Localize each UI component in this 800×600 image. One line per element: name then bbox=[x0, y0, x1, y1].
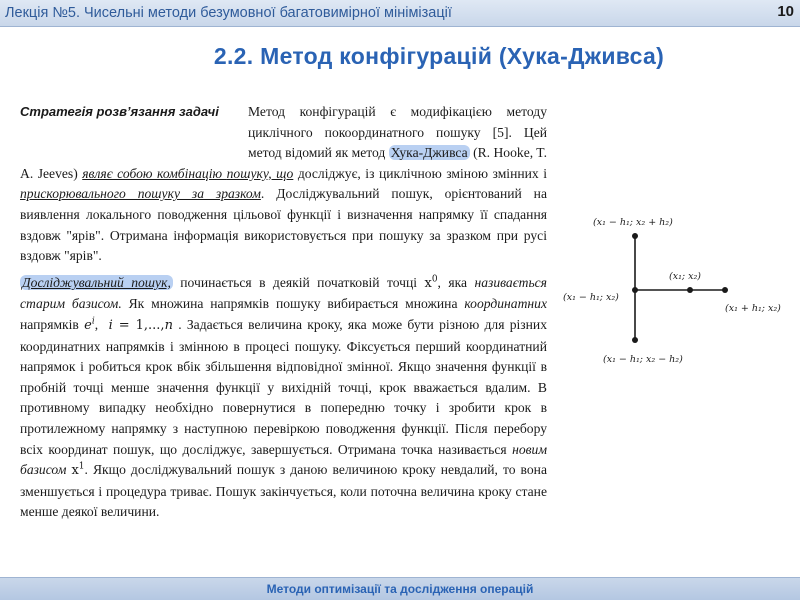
label-left: (x₁ − h₁; x₂) bbox=[563, 292, 619, 303]
p1-text-b: (R. Hooke, T. A. Jeeves) bbox=[20, 145, 547, 181]
p1-term-search-that: пошуку, що bbox=[226, 165, 294, 181]
x0-base: x bbox=[424, 275, 432, 291]
index-n: n bbox=[164, 317, 173, 333]
exploratory-search-highlight: Досліджувальний пошук, bbox=[22, 274, 171, 290]
label-center: (x₁; x₂) bbox=[669, 271, 701, 282]
p1-text-g: . Досліджувальний пошук, орієнтований на виявлення локального поводження цільової функції і визначення напрямку її спадання вздовж "ярів". Отримана інформація використовується при пошуку за зразком при русі вздовж "ярів". bbox=[20, 186, 547, 264]
header-bar bbox=[0, 0, 800, 27]
x1-sup: 1 bbox=[78, 461, 85, 472]
point-center bbox=[687, 287, 693, 293]
point-left bbox=[632, 287, 638, 293]
label-bottom: (x₁ − h₁; x₂ − h₂) bbox=[603, 354, 683, 365]
footer-bar bbox=[0, 577, 800, 600]
hooke-jeeves-highlight: Хука-Дживса bbox=[390, 145, 468, 161]
coordinate-term: координатних bbox=[464, 296, 547, 312]
p2-text-f: . Задається величина кроку, яка може бути різною для різних координатних напрямків і змінною в процесі пошуку. Фіксується перший координатний напрямок і робиться крок вбік збільшення відповідної змінної. Якщо значення функції в пробній точці менше значення функції у вихідній точці, крок вважається вдалим. В противному випадку необхідно повернутися в попередню точку і зробити крок в протилежному напрямку з наступною перевіркою поводження функції. Після перебору всіх координат пошук, що досліджує, завершується. Отримана точка називається bbox=[20, 316, 547, 457]
p2-text-a: починається в деякій початковій точці bbox=[172, 274, 425, 290]
paragraph-1 bbox=[20, 102, 547, 267]
p2-text-d: напрямків bbox=[20, 316, 85, 332]
slide-title: 2.2. Метод конфігурацій (Хука-Дживса) bbox=[213, 43, 665, 69]
p1-text-a: Метод конфігурацій є модифікацією методу циклічного покоординатного пошуку [5]. Цей метод відомий як метод bbox=[248, 104, 547, 161]
x0-symbol bbox=[424, 276, 437, 291]
new-basis-term: новим базисом bbox=[20, 441, 547, 478]
index-range-text: = 1,..., bbox=[112, 317, 165, 333]
page-number: 10 bbox=[777, 3, 794, 20]
point-bottom bbox=[632, 337, 638, 343]
exploratory-search-diagram bbox=[555, 200, 800, 380]
ei-sup: i bbox=[91, 316, 95, 327]
ei-symbol bbox=[84, 318, 95, 333]
x1-base: x bbox=[71, 463, 79, 479]
p1-term-pattern-search: прискорювального пошуку за зразком bbox=[20, 186, 261, 202]
old-basis-term: називається старим базисом. bbox=[20, 274, 547, 312]
strategy-heading: Стратегія розв’язання задачі bbox=[20, 104, 219, 119]
p2-text-c: Як множина напрямків пошуку вибирається множина bbox=[121, 296, 465, 312]
point-right bbox=[722, 287, 728, 293]
label-top: (x₁ − h₁; x₂ + h₂) bbox=[593, 217, 673, 228]
paragraph-2: Досліджувальний пошук, починається в деякій початковій точці $x^0$, яка називається старим базисом. Як множина напрямків пошуку вибирається множина координатних напрямків $e^i$, i = 1,...,n . Задається величина кроку, яка може бути різною для різних координатних напрямків і змінною в процесі пошуку. Фіксується перший координатний напрямок і робиться крок вбік збільшення відповідної змінної. Якщо значення функції в пробній точці менше значення функції у вихідній точці, крок вважається вдалим. В противному випадку необхідно повернутися в попередню точку і зробити крок в протилежному напрямку з наступною перевіркою поводження функції. Після перебору всіх координат пошук, що досліджує, завершується. Отримана точка називається новим базисом $x^1$. Якщо досліджувальний пошук з даною величиною кроку невдалий, то вона зменшується і процедура триває. Пошук закінчується, коли поточна величина кроку стане менше деякої величини. bbox=[20, 274, 547, 520]
index-i: i bbox=[108, 317, 113, 333]
x1-symbol bbox=[71, 463, 84, 478]
index-range bbox=[109, 318, 173, 333]
p2-text-b: , яка bbox=[437, 274, 475, 290]
p2-text-g: . Якщо досліджувальний пошук з даною величиною кроку невдалий, то вона зменшується і процедура триває. Пошук закінчується, коли поточна величина кроку стане менше деякої величини. bbox=[20, 462, 547, 520]
ei-base: e bbox=[84, 317, 92, 333]
p1-term-combination: являє собою комбінацію bbox=[82, 165, 227, 181]
course-title: Методи оптимізації та дослідження операцій bbox=[266, 582, 534, 596]
body-text bbox=[20, 102, 547, 523]
lecture-title: Лекція №5. Чисельні методи безумовної багатовимірної мінімізації bbox=[5, 5, 452, 21]
label-right: (x₁ + h₁; x₂) bbox=[725, 303, 781, 314]
p1-text-e: досліджує, із циклічною зміною змінних і bbox=[293, 165, 547, 181]
x0-sup: 0 bbox=[431, 274, 438, 285]
point-top bbox=[632, 233, 638, 239]
